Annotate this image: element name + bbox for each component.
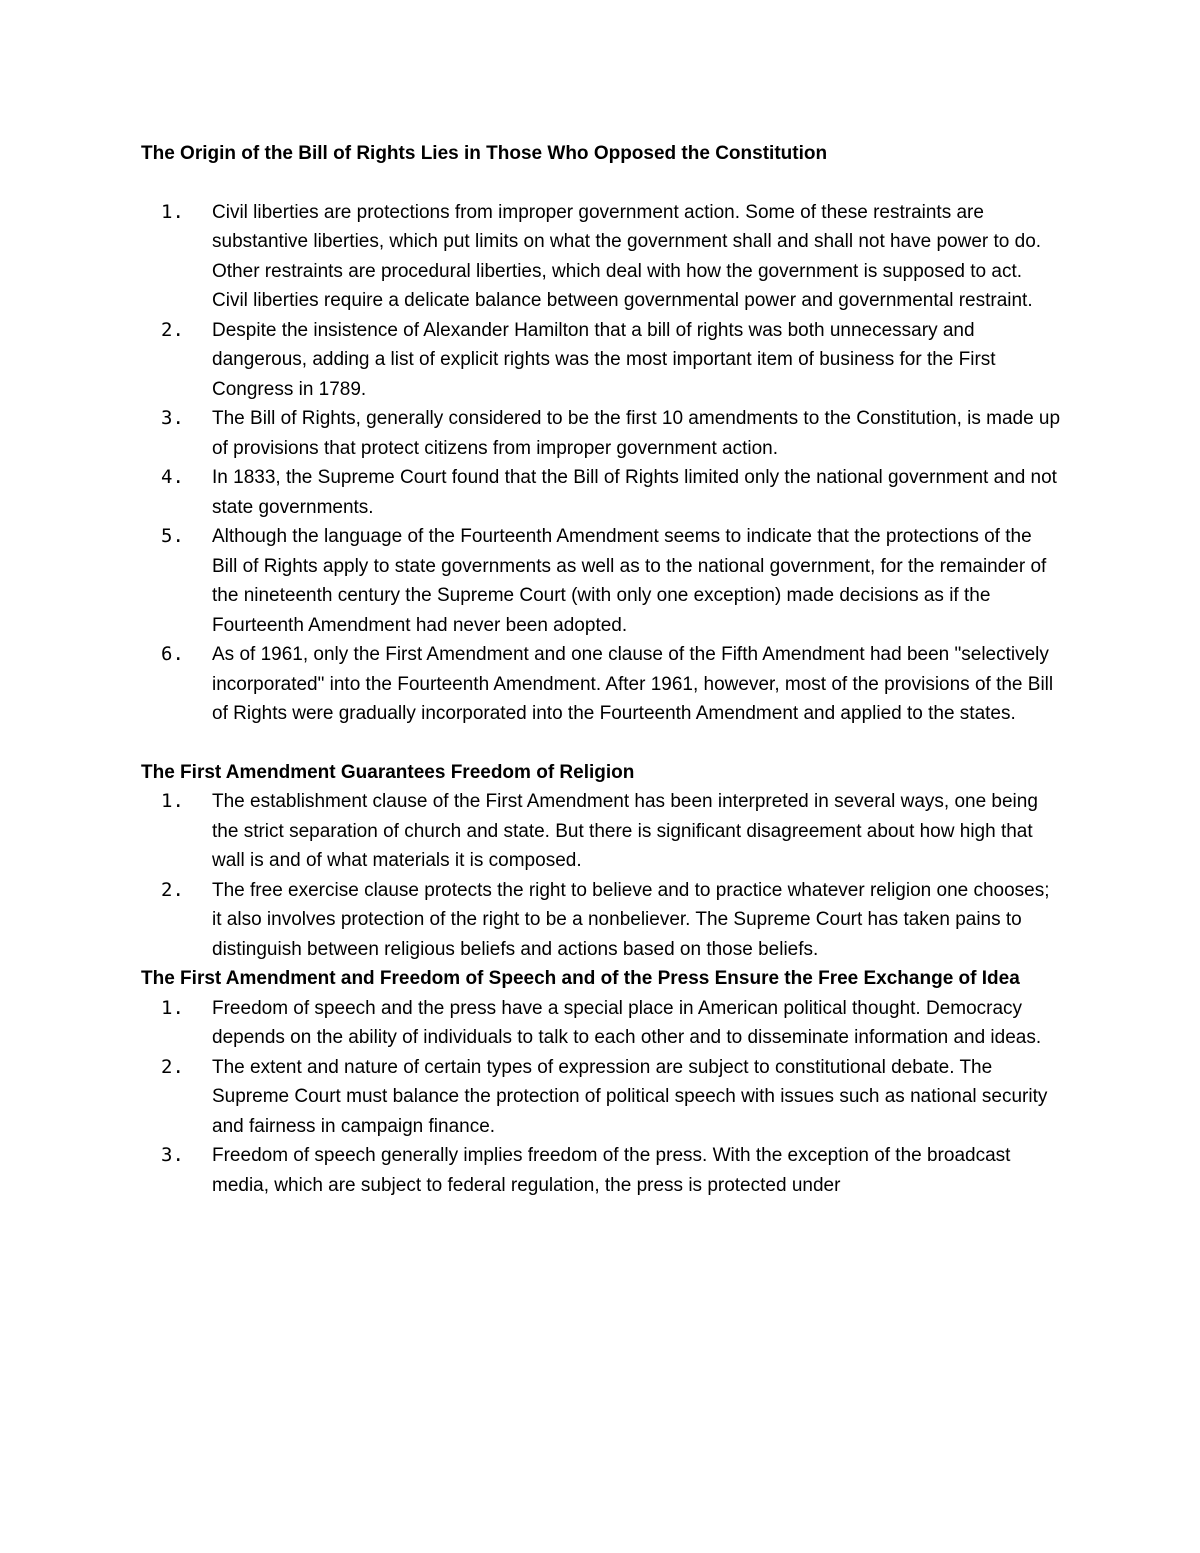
list-item xyxy=(141,463,1062,522)
list-item xyxy=(141,994,1062,1053)
list-item xyxy=(141,876,1062,965)
list-item-text: The free exercise clause protects the right to believe and to practice whatever religion one chooses; it also involves protection of the right to be a nonbeliever. The Supreme Court has taken pains to distinguish between religious beliefs and actions based on those beliefs. xyxy=(212,879,1050,960)
section-heading-origin: The Origin of the Bill of Rights Lies in Those Who Opposed the Constitution xyxy=(141,143,828,164)
list-item-text: The extent and nature of certain types of expression are subject to constitutional debate. The Supreme Court must balance the protection of political speech with issues such as national security and fairness in campaign finance. xyxy=(212,1056,1048,1137)
list-item-text: Freedom of speech and the press have a special place in American political thought. Democracy depends on the ability of individuals to talk to each other and to disseminate information and ideas. xyxy=(212,997,1042,1048)
list-item xyxy=(141,1053,1062,1142)
list-item xyxy=(141,522,1062,640)
list-item-text: The establishment clause of the First Amendment has been interpreted in several ways, one being the strict separation of church and state. But there is significant disagreement about how high that wall is and of what materials it is composed. xyxy=(212,791,1038,871)
list-item xyxy=(141,1141,1062,1200)
list-item-text: As of 1961, only the First Amendment and one clause of the Fifth Amendment had been "selectively incorporated" into the Fourteenth Amendment. After 1961, however, most of the provisions of the Bill of Rights were gradually incorporated into the Fourteenth Amendment and applied to the states. xyxy=(212,644,1054,724)
section-list-origin xyxy=(141,198,1061,729)
list-number: 6. xyxy=(161,643,184,665)
section-list-speech-press xyxy=(141,994,1061,1201)
list-item-text: Although the language of the Fourteenth Amendment seems to indicate that the protections of the Bill of Rights apply to state governments as well as to the national government, for the remainder of the nineteenth century the Supreme Court (with only one exception) made decisions as if the Fourteenth Amendment had never been adopted. xyxy=(212,526,1047,636)
section-heading-religion: The First Amendment Guarantees Freedom of Religion xyxy=(141,761,635,783)
list-number: 1. xyxy=(161,200,184,223)
list-item xyxy=(141,404,1062,463)
section-list-religion xyxy=(141,787,1061,964)
list-number: 3. xyxy=(161,407,184,429)
section-heading-speech-press: The First Amendment and Freedom of Speech and of the Press Ensure the Free Exchange of Idea xyxy=(141,968,1020,989)
document-content xyxy=(141,139,1061,1200)
list-item-text: The Bill of Rights, generally considered to be the first 10 amendments to the Constitution, is made up of provisions that protect citizens from improper government action. xyxy=(212,408,1061,459)
list-item-text: In 1833, the Supreme Court found that the Bill of Rights limited only the national government and not state governments. xyxy=(212,467,1057,518)
list-item xyxy=(141,198,1062,316)
list-item xyxy=(141,640,1062,729)
list-number: 2. xyxy=(161,1055,184,1078)
list-item-text: Civil liberties are protections from improper government action. Some of these restraints are substantive liberties, which put limits on what the government shall and shall not have power to do. Other restraints are procedural liberties, which deal with how the government is supposed to act. Civil liberties require a delicate balance between governmental power and governmental restraint. xyxy=(212,201,1042,311)
list-item-text: Despite the insistence of Alexander Hamilton that a bill of rights was both unnecessary and dangerous, adding a list of explicit rights was the most important item of business for the First Congress in 1789. xyxy=(212,319,996,400)
list-item xyxy=(141,316,1062,405)
list-number: 2. xyxy=(161,878,184,901)
list-item-text: Freedom of speech generally implies freedom of the press. With the exception of the broadcast media, which are subject to federal regulation, the press is protected under xyxy=(212,1145,1011,1196)
list-number: 3. xyxy=(161,1144,184,1166)
list-number: 4. xyxy=(161,466,184,488)
list-item xyxy=(141,787,1062,876)
list-number: 1. xyxy=(161,790,184,812)
list-number: 1. xyxy=(161,996,184,1019)
list-number: 2. xyxy=(161,318,184,341)
list-number: 5. xyxy=(161,525,184,547)
